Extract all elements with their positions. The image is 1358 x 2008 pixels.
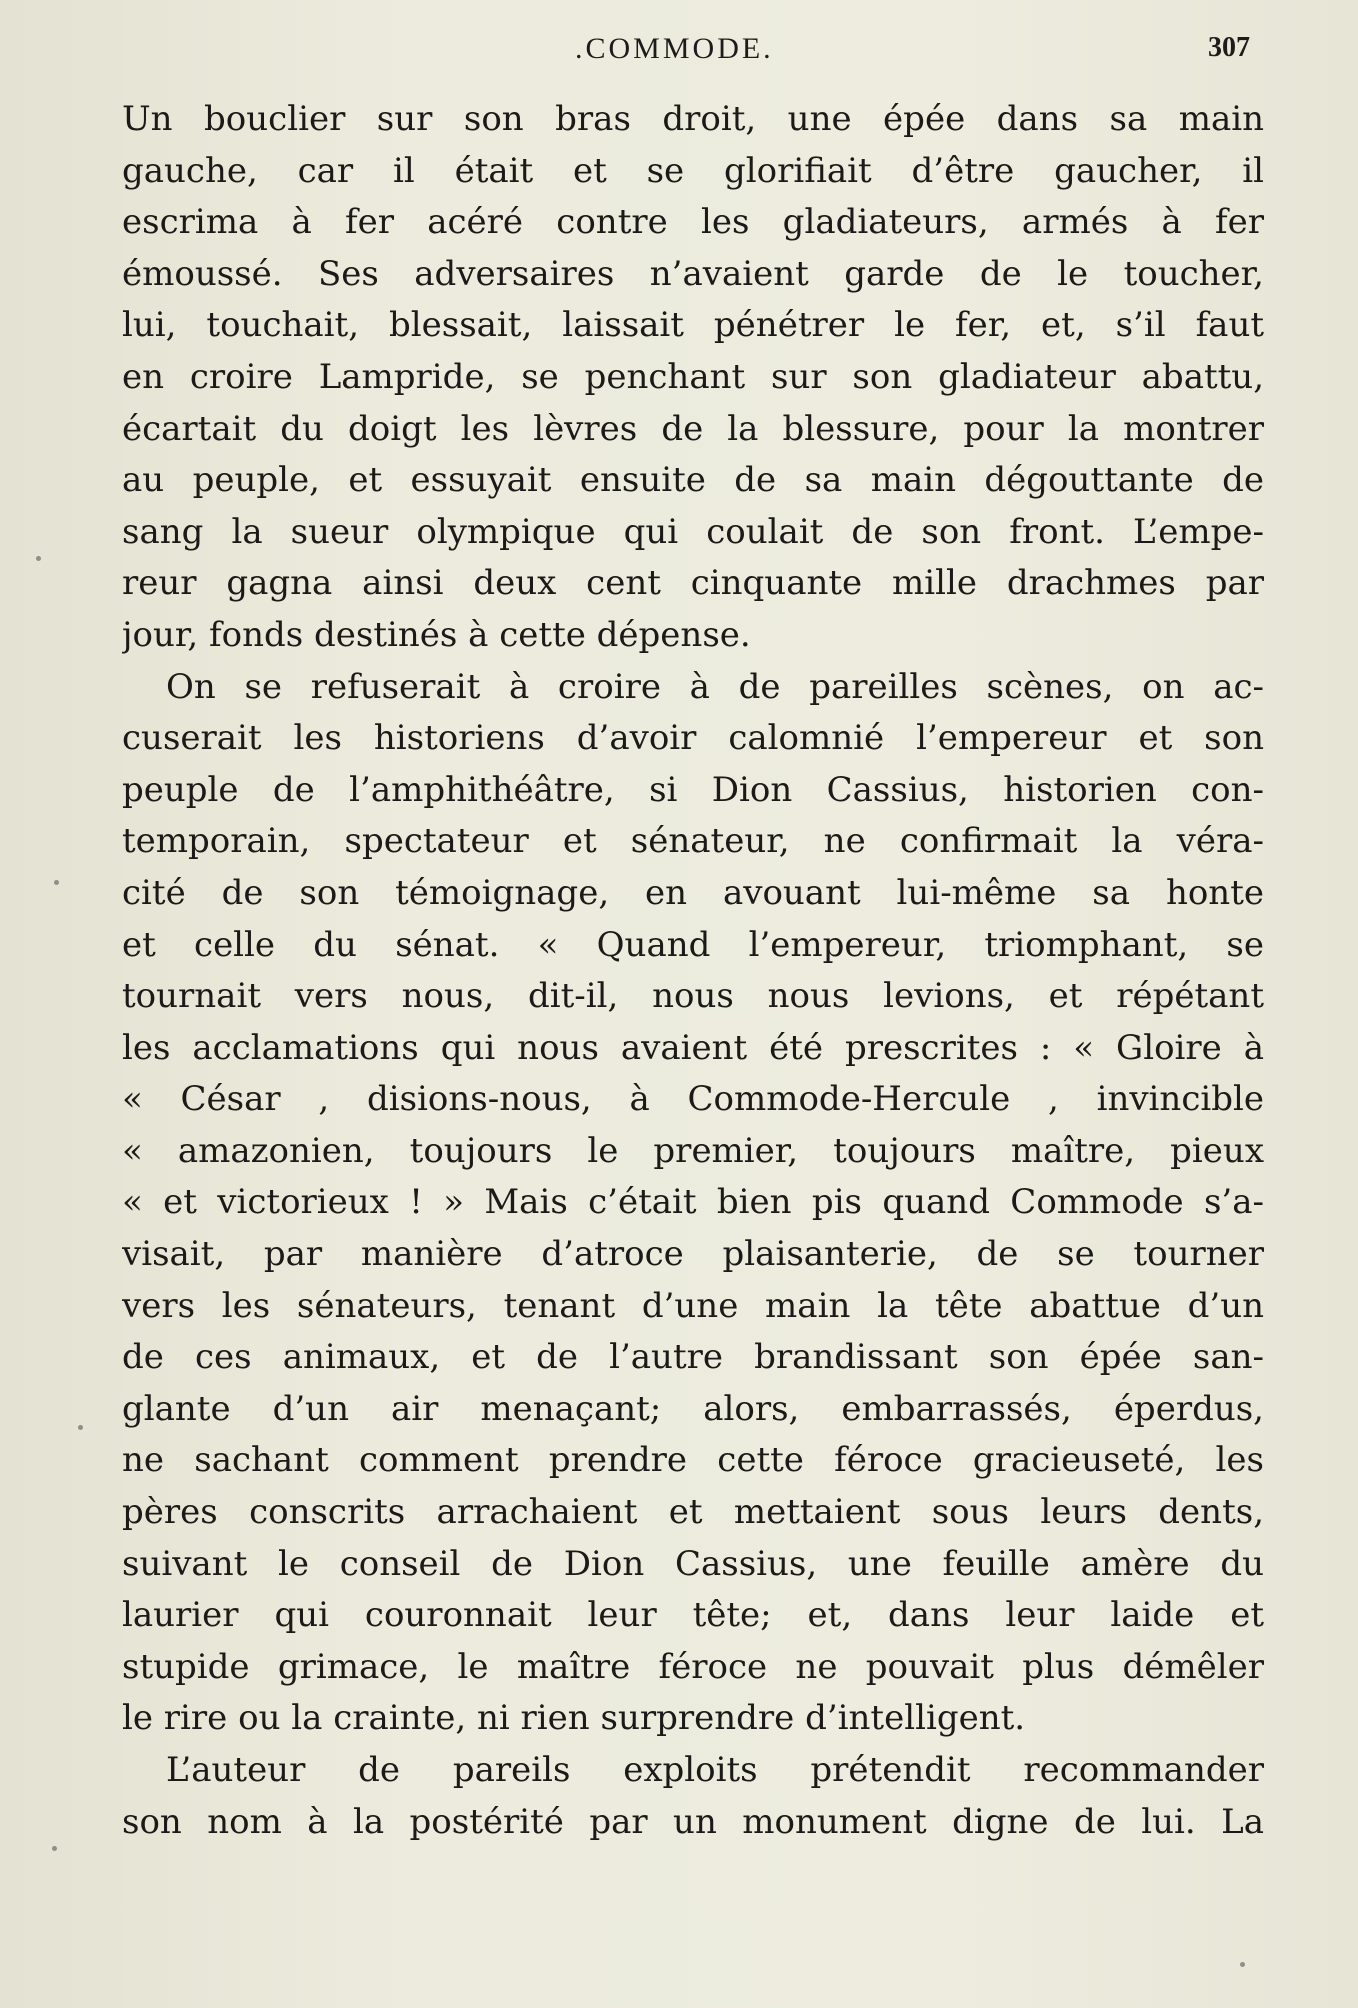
text-line: suivant le conseil de Dion Cassius, une feuille amère du [122,1543,1264,1584]
text-line: en croire Lampride, se penchant sur son gladiateur abattu, [122,356,1264,397]
text-line: jour, fonds destinés à cette dépense. [122,614,751,655]
text-line: On se refuserait à croire à de pareilles scènes, on ac- [166,666,1264,707]
paper-speck [54,880,59,885]
text-line: lui, touchait, blessait, laissait pénétrer le fer, et, s’il faut [122,305,1264,346]
paper-speck [36,556,41,561]
paper-speck [1240,1962,1245,1967]
page-number: 307 [1208,32,1250,63]
paper-speck [78,1425,83,1430]
text-line: son nom à la postérité par un monument digne de lui. La [122,1801,1264,1842]
text-line: peuple de l’amphithéâtre, si Dion Cassius, historien con- [122,769,1264,810]
text-line: écartait du doigt les lèvres de la blessure, pour la montrer [122,408,1264,449]
text-line: ne sachant comment prendre cette féroce gracieuseté, les [122,1440,1264,1481]
text-line: pères conscrits arrachaient et mettaient sous leurs dents, [122,1492,1264,1533]
text-line: cuserait les historiens d’avoir calomnié l’empereur et son [122,718,1264,759]
text-line: de ces animaux, et de l’autre brandissant son épée san- [122,1337,1264,1378]
text-line: temporain, spectateur et sénateur, ne confirmait la véra- [122,821,1264,862]
paper-speck [52,1846,57,1851]
text-line: les acclamations qui nous avaient été prescrites : « Gloire à [122,1027,1264,1068]
running-title: .COMMODE. [575,32,774,65]
text-line: « amazonien, toujours le premier, toujours maître, pieux [122,1130,1264,1171]
text-line: et celle du sénat. « Quand l’empereur, triomphant, se [122,924,1264,965]
body-text [122,94,1264,1848]
text-line: glante d’un air menaçant; alors, embarrassés, éperdus, [122,1388,1264,1429]
text-line: stupide grimace, le maître féroce ne pouvait plus démêler [122,1646,1264,1687]
text-line: Un bouclier sur son bras droit, une épée dans sa main [122,99,1264,139]
text-line: tournait vers nous, dit-il, nous nous levions, et répétant [122,976,1264,1017]
text-line: sang la sueur olympique qui coulait de son front. L’empe- [122,511,1264,552]
text-line: visait, par manière d’atroce plaisanterie, de se tourner [122,1234,1264,1275]
text-line: laurier qui couronnait leur tête; et, dans leur laide et [122,1595,1264,1636]
text-line: gauche, car il était et se glorifiait d’être gaucher, il [122,150,1264,191]
text-line: cité de son témoignage, en avouant lui-même sa honte [122,872,1264,913]
text-line: reur gagna ainsi deux cent cinquante mille drachmes par [122,563,1264,604]
text-line: au peuple, et essuyait ensuite de sa main dégouttante de [122,460,1264,501]
text-line: vers les sénateurs, tenant d’une main la tête abattue d’un [122,1285,1264,1326]
text-line: L’auteur de pareils exploits prétendit recommander [166,1750,1264,1790]
text-line: escrima à fer acéré contre les gladiateurs, armés à fer [122,202,1264,243]
text-line: « César , disions-nous, à Commode-Hercule , invincible [122,1079,1264,1120]
running-head [0,32,1358,72]
text-line: « et victorieux ! » Mais c’était bien pis quand Commode s’a- [122,1182,1264,1223]
text-line: le rire ou la crainte, ni rien surprendre d’intelligent. [122,1698,1026,1739]
text-line: émoussé. Ses adversaires n’avaient garde de le toucher, [122,253,1264,294]
